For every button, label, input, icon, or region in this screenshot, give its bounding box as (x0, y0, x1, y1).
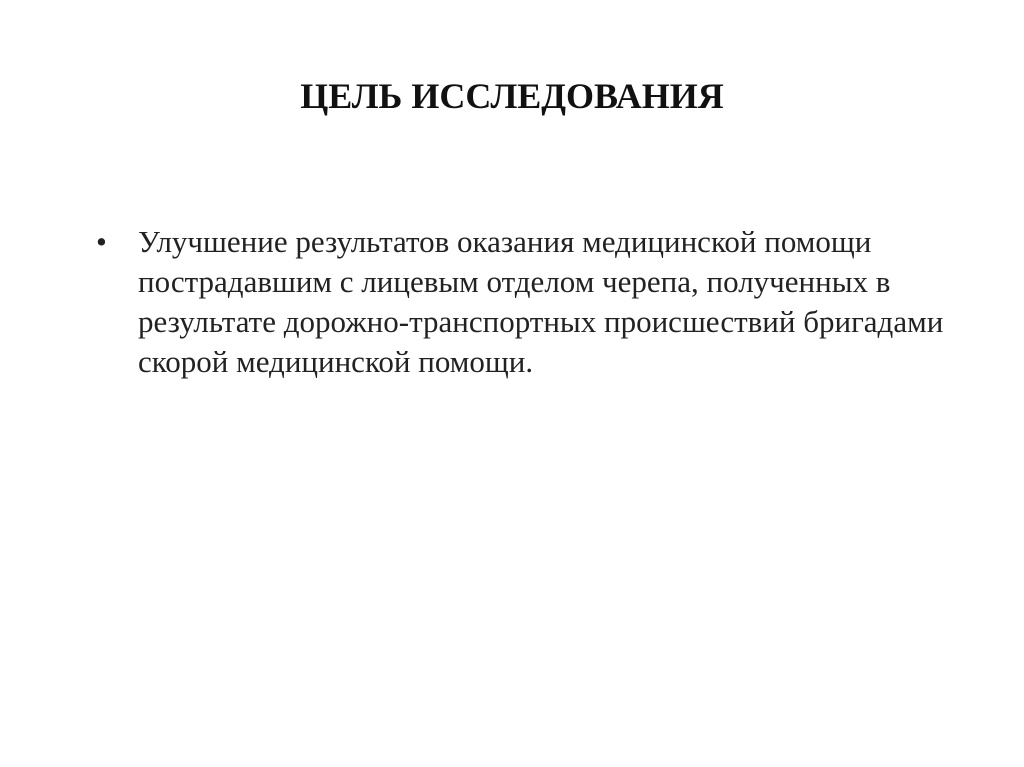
bullet-text: Улучшение результатов оказания медицинской помощи пострадавшим с лицевым отделом черепа, полученных в результате дорожно-транспортных происшествий бригадами скорой медицинской помощи. (138, 224, 944, 379)
slide-title: ЦЕЛЬ ИССЛЕДОВАНИЯ (300, 76, 724, 116)
bullet-item (96, 222, 976, 382)
bullet-marker: • (96, 224, 107, 259)
bullet-list (96, 222, 976, 382)
